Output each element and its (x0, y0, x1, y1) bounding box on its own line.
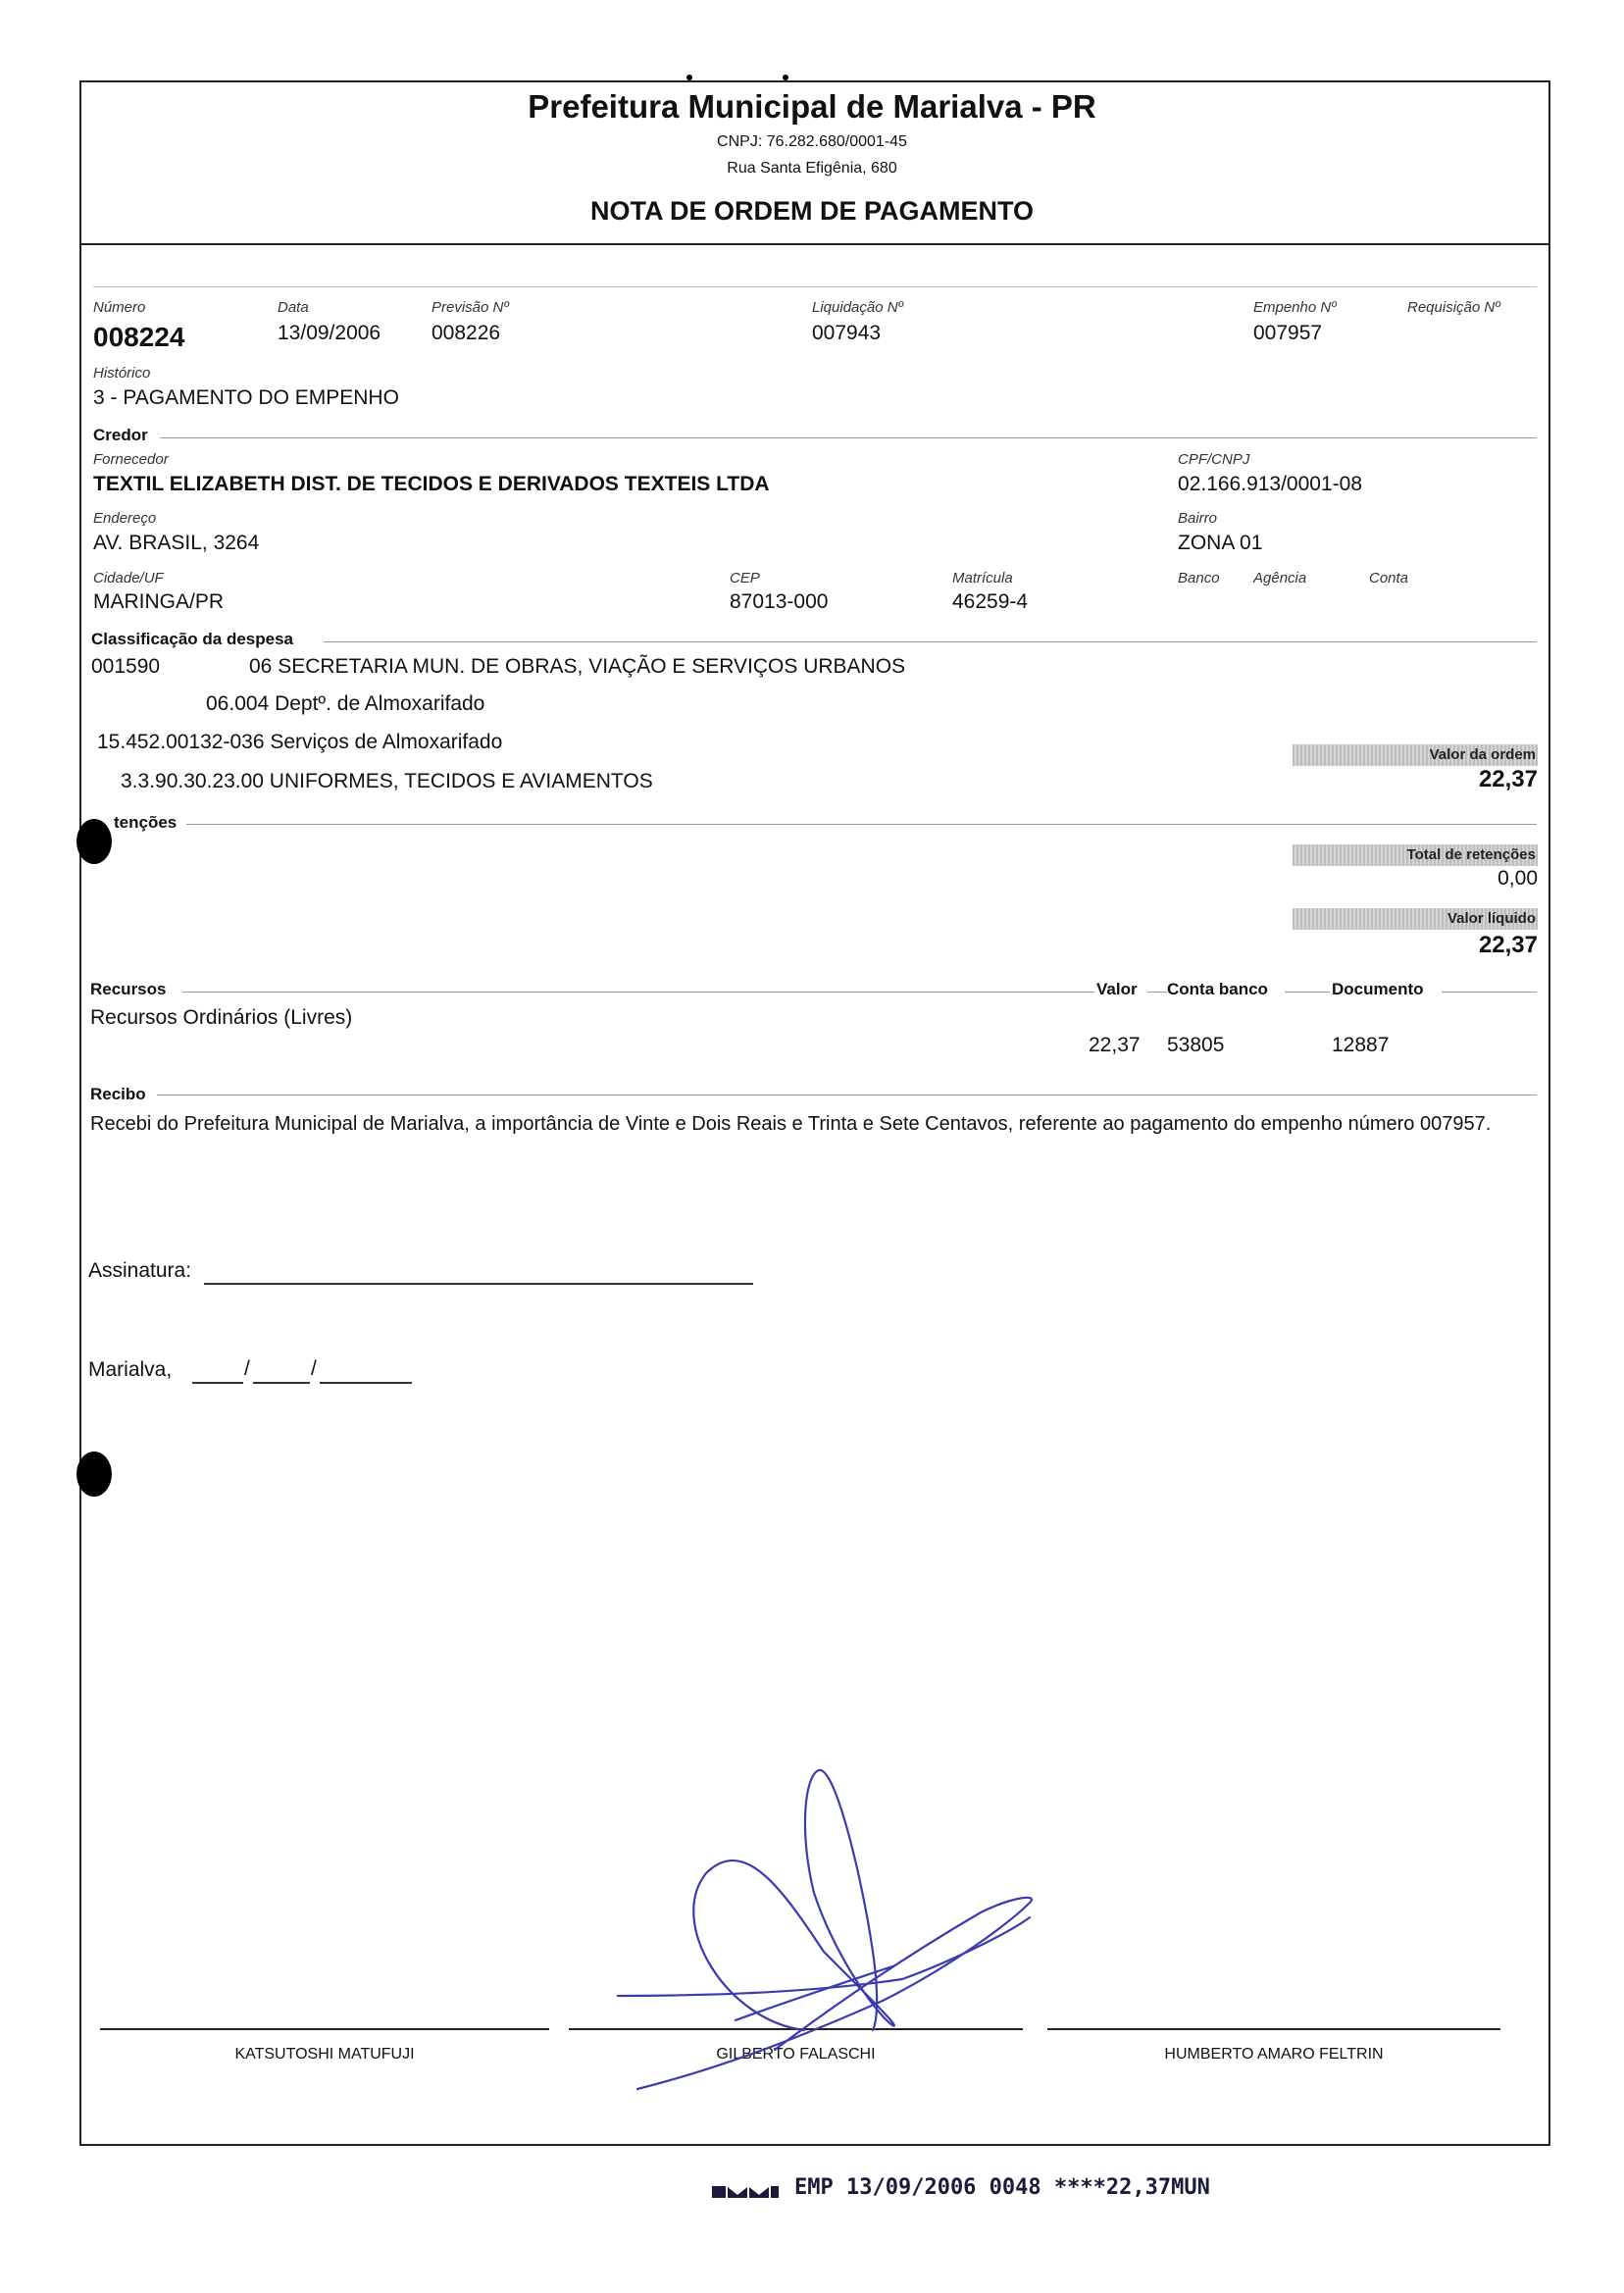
mechanical-stamp: EMP 13/09/2006 0048 ****22,37MUN (794, 2175, 1210, 2200)
recursos-item: Recursos Ordinários (Livres) (90, 1006, 353, 1029)
date-month-blank[interactable] (253, 1382, 310, 1384)
recursos-section-title: Recursos (90, 980, 167, 998)
recursos-documento: 12887 (1332, 1034, 1390, 1056)
cpf-value: 02.166.913/0001-08 (1178, 473, 1363, 495)
signature-line-3 (1047, 2028, 1500, 2030)
local-date-label: Marialva, (88, 1358, 173, 1381)
recursos-rule-4 (1442, 992, 1537, 993)
liquidacao-value: 007943 (812, 322, 882, 344)
recibo-rule (157, 1095, 1537, 1096)
cpf-label: CPF/CNPJ (1178, 451, 1250, 468)
classificacao-code: 001590 (91, 655, 161, 678)
assinatura-line[interactable] (204, 1283, 753, 1285)
classificacao-secretaria: 06 SECRETARIA MUN. DE OBRAS, VIAÇÃO E SERVIÇOS URBANOS (249, 655, 906, 678)
cep-value: 87013-000 (730, 590, 829, 613)
total-retencoes-value: 0,00 (1497, 867, 1538, 890)
numero-value: 008224 (93, 322, 185, 352)
header-separator (79, 243, 1550, 245)
recibo-text: Recebi do Prefeitura Municipal de Marialva, a importância de Vinte e Dois Reais e Trinta e Sete Centavos, referente ao pagamento do empenho número 007957. (90, 1113, 1492, 1135)
data-value: 13/09/2006 (278, 322, 381, 344)
signature-name-2: GILBERTO FALASCHI (716, 2046, 876, 2063)
credor-section-title: Credor (93, 426, 148, 444)
cep-label: CEP (730, 570, 760, 586)
historico-label: Histórico (93, 365, 151, 382)
banco-label: Banco (1178, 570, 1220, 586)
total-retencoes-bar: Total de retenções (1293, 844, 1538, 866)
matricula-value: 46259-4 (952, 590, 1029, 613)
header-address: Rua Santa Efigênia, 680 (727, 160, 897, 177)
agencia-label: Agência (1253, 570, 1307, 586)
recibo-section-title: Recibo (90, 1085, 146, 1103)
header-title: Prefeitura Municipal de Marialva - PR (528, 88, 1096, 125)
fornecedor-value: TEXTIL ELIZABETH DIST. DE TECIDOS E DERIVADOS TEXTEIS LTDA (93, 473, 770, 495)
previsao-value: 008226 (431, 322, 501, 344)
valor-liquido-bar: Valor líquido (1293, 908, 1538, 930)
retencoes-rule (186, 824, 1537, 825)
punch-hole-bottom-icon (76, 1452, 112, 1497)
valor-ordem-bar: Valor da ordem (1293, 744, 1538, 766)
fornecedor-label: Fornecedor (93, 451, 169, 468)
classificacao-rule (324, 641, 1537, 642)
recursos-documento-header: Documento (1332, 980, 1424, 998)
numero-label: Número (93, 299, 146, 316)
order-top-rule (93, 286, 1537, 287)
date-day-blank[interactable] (192, 1382, 243, 1384)
recursos-rule-3 (1285, 992, 1330, 993)
requisicao-label: Requisição Nº (1407, 299, 1500, 316)
date-separator-2-icon: / (311, 1357, 317, 1380)
signature-name-3: HUMBERTO AMARO FELTRIN (1164, 2046, 1384, 2063)
recursos-valor: 22,37 (1089, 1034, 1141, 1056)
endereco-value: AV. BRASIL, 3264 (93, 532, 260, 554)
liquidacao-label: Liquidação Nº (812, 299, 904, 316)
header-cnpj: CNPJ: 76.282.680/0001-45 (717, 133, 907, 150)
signature-name-1: KATSUTOSHI MATUFUJI (234, 2046, 415, 2063)
endereco-label: Endereço (93, 510, 157, 527)
stamp-logo-icon (712, 2181, 779, 2201)
recursos-rule-2 (1147, 992, 1167, 993)
signature-line-1 (100, 2028, 549, 2030)
retencoes-section-title: tenções (114, 813, 178, 832)
recursos-conta: 53805 (1167, 1034, 1225, 1056)
document-title: NOTA DE ORDEM DE PAGAMENTO (589, 196, 1034, 226)
valor-liquido-value: 22,37 (1478, 932, 1538, 958)
date-separator-1-icon: / (244, 1357, 250, 1380)
classificacao-section-title: Classificação da despesa (91, 630, 294, 648)
handwritten-signature-icon (579, 1756, 1049, 2109)
binder-ring-dot-1-icon (686, 75, 692, 80)
cidade-label: Cidade/UF (93, 570, 164, 586)
recursos-conta-header: Conta banco (1167, 980, 1268, 998)
empenho-value: 007957 (1253, 322, 1323, 344)
classificacao-dept: 06.004 Deptº. de Almoxarifado (206, 692, 485, 715)
bairro-label: Bairro (1178, 510, 1218, 527)
data-label: Data (278, 299, 309, 316)
matricula-label: Matrícula (952, 570, 1013, 586)
date-year-blank[interactable] (320, 1382, 412, 1384)
classificacao-servico: 15.452.00132-036 Serviços de Almoxarifado (97, 731, 503, 753)
valor-ordem-value: 22,37 (1478, 766, 1538, 792)
assinatura-label: Assinatura: (88, 1259, 192, 1282)
recursos-rule-1 (182, 992, 1094, 993)
punch-hole-top-icon (76, 819, 112, 864)
conta-label: Conta (1369, 570, 1409, 586)
classificacao-elemento: 3.3.90.30.23.00 UNIFORMES, TECIDOS E AVIAMENTOS (121, 770, 653, 792)
empenho-label: Empenho Nº (1253, 299, 1337, 316)
cidade-value: MARINGA/PR (93, 590, 225, 613)
recursos-valor-header: Valor (1096, 980, 1138, 998)
previsao-label: Previsão Nº (431, 299, 509, 316)
binder-ring-dot-2-icon (783, 75, 788, 80)
bairro-value: ZONA 01 (1178, 532, 1263, 554)
credor-rule (160, 437, 1537, 438)
historico-value: 3 - PAGAMENTO DO EMPENHO (93, 386, 399, 409)
